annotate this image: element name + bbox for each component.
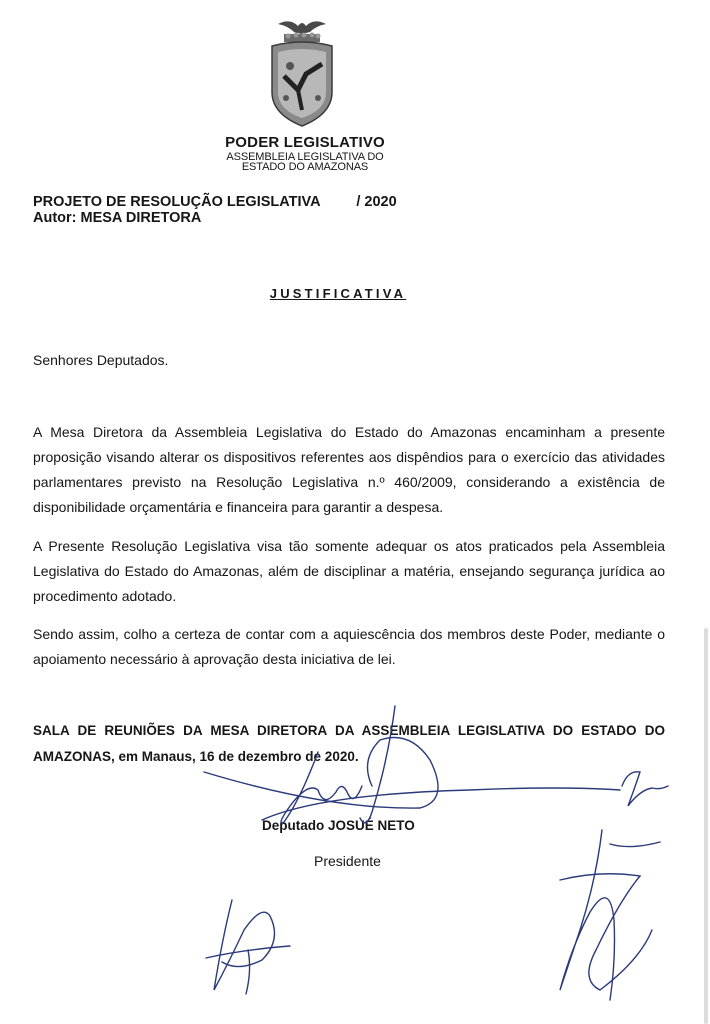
author-line: Autor: MESA DIRETORA [33,210,202,226]
paragraph-1: A Mesa Diretora da Assembleia Legislativa do Estado do Amazonas encaminham a presente proposição visando alterar os dispositivos referentes aos dispêndios para o exercício das atividades parlamentares previsto na Resolução Legislativa n.º 460/2009, considerando a existência de disponibilidade orçamentária e financeira para garantir a despesa. [33,424,665,515]
header-subtitle-line2: ESTADO DO AMAZONAS [241,161,369,173]
signatory-role: Presidente [314,853,381,869]
project-line: PROJETO DE RESOLUÇÃO LEGISLATIVA / 2020 [33,194,397,210]
amazonas-coat-of-arms-icon [258,14,346,132]
signature-left [206,900,290,994]
scrollbar[interactable] [704,628,708,1024]
signatory-name: Deputado JOSUÉ NETO [262,818,415,833]
header-title: PODER LEGISLATIVO [225,134,385,151]
salutation: Senhores Deputados. [33,352,169,368]
paragraph-2: A Presente Resolução Legislativa visa tão somente adequar os atos praticados pela Assembleia Legislativa do Estado do Amazonas, além de disciplinar a matéria, ensejando segurança jurídica ao procedimento adotado. [33,538,665,604]
closing-statement: SALA DE REUNIÕES DA MESA DIRETORA DA ASSEMBLEIA LEGISLATIVA DO ESTADO DO AMAZONAS, em Manaus, 16 de dezembro de 2020. [33,723,665,764]
paragraph-3: Sendo assim, colho a certeza de contar com a aquiescência dos membros deste Poder, mediante o apoiamento necessário à aprovação desta iniciativa de lei. [33,626,665,667]
signature-right [560,772,668,1000]
section-heading: JUSTIFICATIVA [269,286,407,301]
header-subtitle-line1: ASSEMBLEIA LEGISLATIVA DO [226,151,384,163]
